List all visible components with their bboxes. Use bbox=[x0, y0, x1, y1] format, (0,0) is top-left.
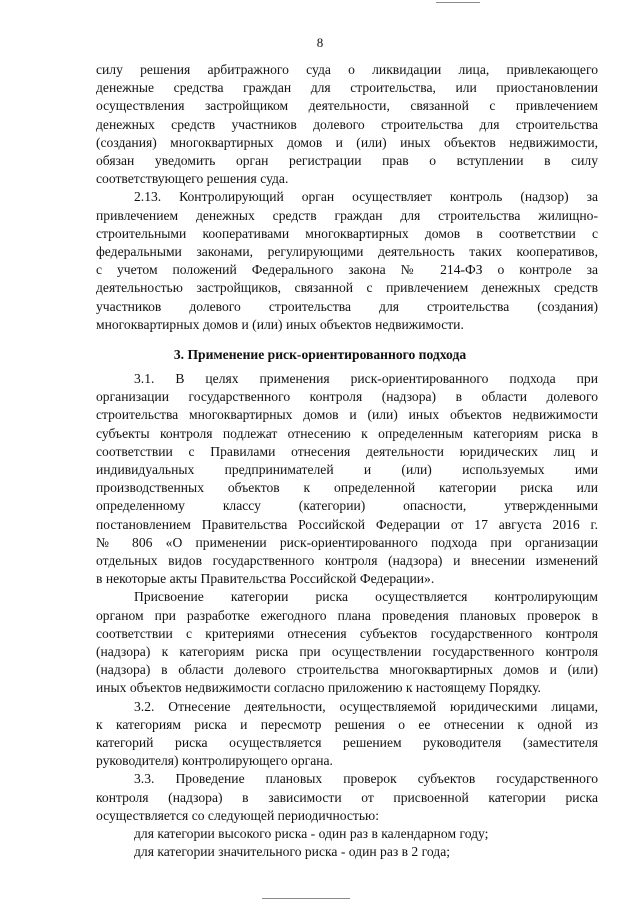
text-line: строительства многоквартирных домов и (или) иных объектов недвижимости bbox=[96, 407, 598, 423]
page-number: 8 bbox=[316, 35, 324, 50]
top-rule bbox=[436, 2, 480, 3]
text-line: 3.2. Отнесение деятельности, осуществляемой юридическими лицами, bbox=[134, 698, 598, 714]
text-line: органом при разработке ежегодного плана проведения плановых проверок в bbox=[96, 607, 598, 623]
text-line: денежные средства граждан для строительства, или приостановлении bbox=[96, 80, 598, 96]
text-line: деятельностью застройщиков, связанной с привлечением денежных средств bbox=[96, 280, 598, 296]
text-line: осуществления застройщиком деятельности, связанной с привлечением bbox=[96, 98, 598, 114]
text-line: к категориям риска и пересмотр решения о ее отнесении к одной из bbox=[96, 716, 598, 732]
text-line: руководителя) контролирующего органа. bbox=[96, 753, 333, 769]
text-line: для категории значительного риска - один раз в 2 года; bbox=[134, 844, 451, 860]
text-line: производственных объектов к определенной категории риска или bbox=[96, 480, 598, 496]
text-line: категорий риска осуществляется решением руководителя (заместителя bbox=[96, 735, 598, 750]
section-heading: 3. Применение риск-ориентированного подхода bbox=[173, 347, 467, 362]
text-line: строительными кооперативами многоквартирных домов в соответствии с bbox=[96, 225, 598, 241]
text-line: (надзора) в области долевого строительства многоквартирных домов и (или) bbox=[96, 662, 598, 678]
text-line: соответствии с Правилами отнесения деятельности юридических лиц и bbox=[96, 443, 598, 459]
text-line: № 806 «О применении риск-ориентированного подхода при организации bbox=[96, 534, 598, 550]
text-line: участников долевого строительства для строительства (создания) bbox=[96, 298, 598, 314]
text-line: (надзора) к категориям риска при осуществлении государственного контроля bbox=[96, 644, 598, 659]
text-line: Присвоение категории риска осуществляется контролирующим bbox=[134, 589, 598, 605]
text-line: денежных средств участников долевого строительства для строительства bbox=[96, 116, 598, 132]
text-line: определенному классу (категории) опасности, утвержденными bbox=[96, 498, 598, 514]
bottom-rule bbox=[262, 898, 350, 899]
text-line: федеральными законами, регулирующими деятельность таких кооперативов, bbox=[96, 244, 598, 259]
text-line: организации государственного контроля (надзора) в области долевого bbox=[96, 389, 598, 405]
text-line: с учетом положений Федерального закона № 214-ФЗ о контроле за bbox=[96, 262, 598, 278]
text-line: силу решения арбитражного суда о ликвидации лица, привлекающего bbox=[96, 62, 598, 77]
text-line: 3.3. Проведение плановых проверок субъектов государственного bbox=[134, 771, 598, 787]
text-line: обязан уведомить орган регистрации прав о вступлении в силу bbox=[96, 153, 598, 168]
text-line: соответствии с критериями отнесения субъектов государственного контроля bbox=[96, 625, 598, 641]
text-line: постановлением Правительства Российской Федерации от 17 августа 2016 г. bbox=[96, 516, 598, 532]
text-line: в некоторые акты Правительства Российской Федерации». bbox=[96, 571, 435, 587]
text-line: индивидуальных предпринимателей и (или) используемых ими bbox=[96, 462, 598, 477]
text-line: осуществляется со следующей периодичностью: bbox=[96, 807, 379, 823]
text-line: 2.13. Контролирующий орган осуществляет контроль (надзор) за bbox=[134, 189, 598, 205]
text-line: 3.1. В целях применения риск-ориентированного подхода при bbox=[134, 371, 598, 386]
text-line: (создания) многоквартирных домов и (или) иных объектов недвижимости, bbox=[96, 134, 598, 150]
text-line: привлечением денежных средств граждан для строительства жилищно- bbox=[96, 207, 598, 223]
text-line: отдельных видов государственного контроля (надзора) и внесении изменений bbox=[96, 553, 598, 568]
text-line: контроля (надзора) в зависимости от присвоенной категории риска bbox=[96, 789, 598, 805]
text-line: для категории высокого риска - один раз в календарном году; bbox=[134, 826, 489, 841]
text-line: иных объектов недвижимости согласно приложению к настоящему Порядку. bbox=[96, 680, 541, 696]
text-line: субъекты контроля подлежат отнесению к определенным категориям риска в bbox=[96, 425, 598, 441]
text-line: многоквартирных домов и (или) иных объектов недвижимости. bbox=[96, 316, 464, 332]
text-line: соответствующего решения суда. bbox=[96, 171, 289, 187]
